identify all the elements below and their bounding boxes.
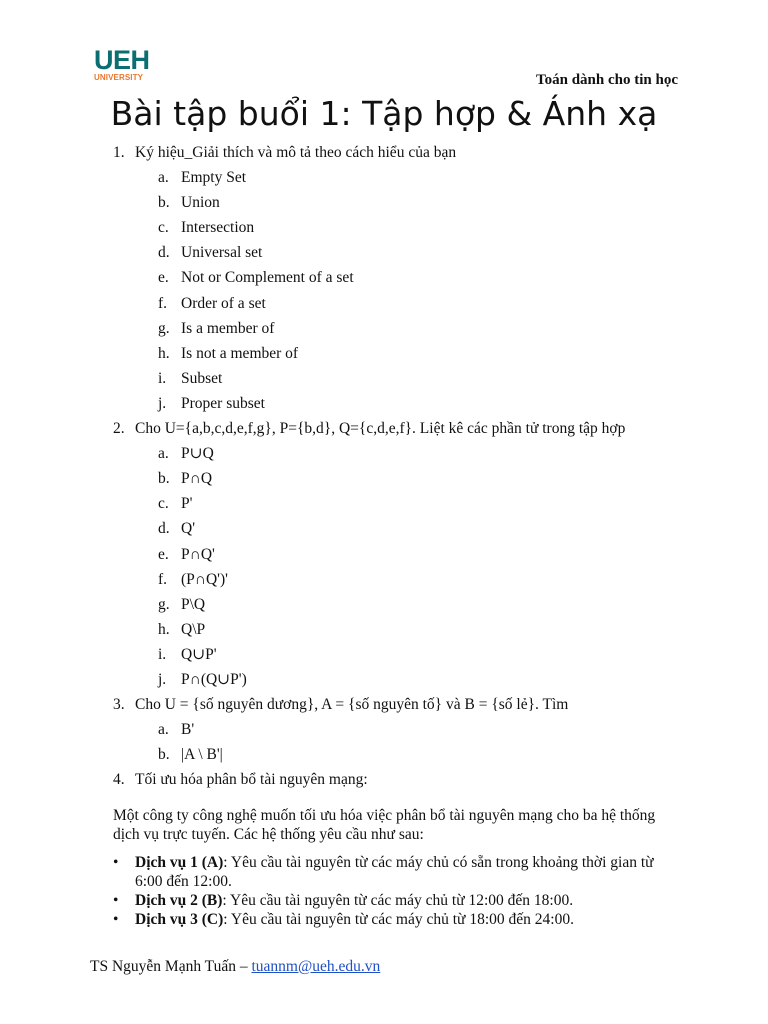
item-text: P\Q — [181, 595, 206, 613]
service-item — [113, 910, 683, 929]
item-label: h. — [158, 344, 170, 362]
item-label: f. — [158, 570, 168, 588]
item-label: j. — [158, 394, 167, 412]
list-item — [0, 319, 768, 344]
question-text: Tối ưu hóa phân bổ tài nguyên mạng: — [135, 771, 368, 789]
item-label: a. — [158, 721, 169, 739]
list-item — [0, 243, 768, 268]
bullet-icon: • — [113, 854, 119, 871]
list-item — [0, 620, 768, 645]
item-label: f. — [158, 294, 168, 312]
item-text: Q\P — [181, 620, 206, 638]
list-item — [0, 745, 768, 770]
service-item — [113, 891, 683, 910]
item-label: g. — [158, 319, 170, 337]
list-item — [0, 645, 768, 670]
page-title: Bài tập buổi 1: Tập hợp & Ánh xạ — [110, 94, 658, 133]
question-1 — [0, 143, 768, 168]
service-name: Dịch vụ 1 (A) — [135, 854, 224, 871]
list-item — [0, 670, 768, 695]
list-item — [0, 570, 768, 595]
list-item — [0, 444, 768, 469]
question-text: Cho U={a,b,c,d,e,f,g}, P={b,d}, Q={c,d,e,f}. Liệt kê các phần tử trong tập hợp — [135, 420, 626, 438]
list-item — [0, 494, 768, 519]
question-3 — [0, 695, 768, 720]
item-label: j. — [158, 670, 167, 688]
item-text: Q∪P' — [181, 645, 217, 663]
list-item — [0, 519, 768, 544]
item-label: a. — [158, 169, 169, 187]
service-name: Dịch vụ 3 (C) — [135, 911, 224, 928]
item-text: Union — [181, 194, 220, 212]
item-label: b. — [158, 746, 170, 764]
list-item — [0, 193, 768, 218]
question-text: Cho U = {số nguyên dương}, A = {số nguyên tố} và B = {số lẻ}. Tìm — [135, 696, 569, 714]
question-4 — [0, 770, 768, 795]
question-number: 2. — [113, 420, 125, 438]
item-label: d. — [158, 244, 170, 262]
logo-wordmark: UEH — [94, 45, 150, 75]
question-number: 4. — [113, 771, 125, 789]
item-label: b. — [158, 470, 170, 488]
item-text: (P∩Q')' — [181, 570, 228, 588]
list-item — [0, 595, 768, 620]
email-link[interactable]: tuannm@ueh.edu.vn — [251, 958, 381, 975]
item-text: Proper subset — [181, 394, 265, 412]
item-text: P∩(Q∪P') — [181, 670, 247, 688]
footer — [90, 958, 380, 976]
list-item — [0, 168, 768, 193]
list-item — [0, 344, 768, 369]
service-name: Dịch vụ 2 (B) — [135, 892, 223, 909]
ueh-logo — [94, 47, 154, 82]
item-text: Universal set — [181, 244, 263, 262]
service-item — [113, 853, 683, 891]
service-description: : Yêu cầu tài nguyên từ các máy chủ từ 18:00 đến 24:00. — [223, 911, 574, 928]
item-label: a. — [158, 445, 169, 463]
list-item — [0, 268, 768, 293]
service-description: : Yêu cầu tài nguyên từ các máy chủ từ 12:00 đến 18:00. — [222, 892, 574, 909]
item-text: Empty Set — [181, 169, 247, 187]
list-item — [0, 720, 768, 745]
exercise-list — [0, 143, 768, 795]
item-text: P∪Q — [181, 445, 214, 463]
list-item — [0, 369, 768, 394]
item-label: d. — [158, 520, 170, 538]
item-text: Subset — [181, 369, 223, 387]
item-text: Q' — [181, 520, 195, 538]
item-text: P∩Q' — [181, 545, 215, 563]
item-text: Intersection — [181, 219, 255, 237]
item-label: b. — [158, 194, 170, 212]
question-number: 1. — [113, 144, 125, 161]
list-item — [0, 469, 768, 494]
item-text: B' — [181, 721, 195, 739]
item-text: Is not a member of — [181, 344, 299, 362]
item-label: c. — [158, 219, 169, 237]
item-label: h. — [158, 620, 170, 638]
list-item — [0, 394, 768, 419]
list-item — [0, 218, 768, 243]
list-item — [0, 545, 768, 570]
item-label: e. — [158, 545, 169, 563]
course-name: Toán dành cho tin học — [535, 72, 678, 88]
item-text: P∩Q — [181, 470, 213, 488]
item-text: P' — [181, 495, 193, 513]
problem-description: Một công ty công nghệ muốn tối ưu hóa việc phân bổ tài nguyên mạng cho ba hệ thống dịch vụ trực tuyến. Các hệ thống yêu cầu như sau: — [113, 807, 656, 843]
service-list — [113, 853, 683, 929]
item-text: Order of a set — [181, 294, 266, 312]
question-number: 3. — [113, 696, 125, 714]
item-label: g. — [158, 595, 170, 613]
bullet-icon: • — [113, 911, 119, 928]
author-name: TS Nguyễn Mạnh Tuấn – — [90, 958, 252, 975]
item-label: i. — [158, 369, 167, 387]
item-text: Is a member of — [181, 319, 275, 337]
item-text: Not or Complement of a set — [181, 269, 354, 287]
item-label: i. — [158, 645, 167, 663]
item-text: |A \ B'| — [181, 746, 223, 764]
question-text: Ký hiệu_Giải thích và mô tả theo cách hiểu của bạn — [135, 144, 457, 161]
service-description: : Yêu cầu tài nguyên từ các máy chủ có sẵn trong khoảng thời gian từ 6:00 đến 12:00. — [135, 854, 654, 890]
list-item — [0, 294, 768, 319]
bullet-icon: • — [113, 892, 119, 909]
item-label: c. — [158, 495, 169, 513]
item-label: e. — [158, 269, 169, 287]
question-2 — [0, 419, 768, 444]
logo-subtitle: UNIVERSITY — [94, 73, 144, 82]
